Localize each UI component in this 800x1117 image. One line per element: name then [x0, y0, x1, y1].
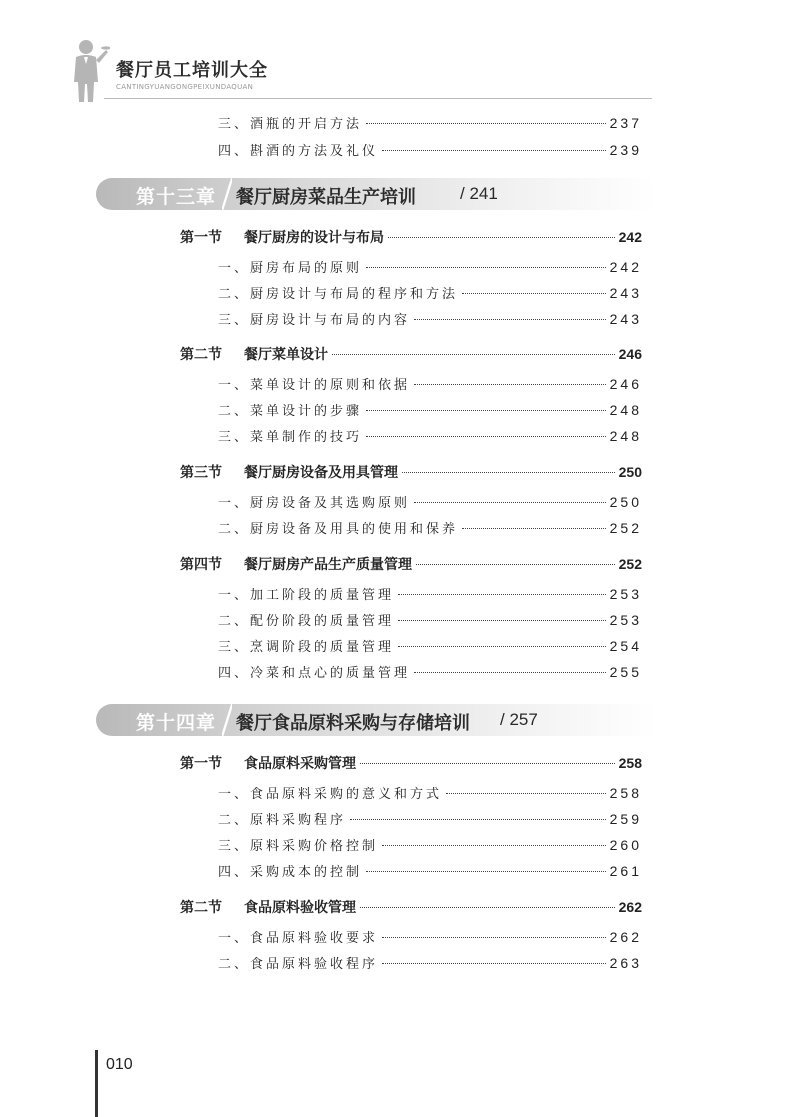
- toc-page: 262: [618, 899, 642, 915]
- dot-leader: [350, 819, 606, 820]
- toc-page: 242: [609, 259, 642, 275]
- toc-page: 254: [609, 638, 642, 654]
- chapter-title: 餐厅厨房菜品生产培训: [236, 187, 416, 208]
- toc-page: 255: [609, 664, 642, 680]
- dot-leader: [462, 293, 606, 294]
- toc-item[interactable]: 二、配份阶段的质量管理 253: [218, 612, 642, 629]
- toc-page: 239: [609, 142, 642, 158]
- dot-leader: [366, 871, 606, 872]
- dot-leader: [398, 594, 606, 595]
- toc-page: 243: [609, 285, 642, 301]
- toc-item[interactable]: 一、食品原料采购的意义和方式 258: [218, 785, 642, 802]
- chapter-14-banner[interactable]: [96, 704, 656, 736]
- dot-leader: [462, 528, 606, 529]
- toc-page: 250: [609, 494, 642, 510]
- dot-leader: [414, 672, 606, 673]
- dot-leader: [398, 646, 606, 647]
- toc-item[interactable]: 四、采购成本的控制 261: [218, 863, 642, 880]
- toc-page: 259: [609, 811, 642, 827]
- dot-leader: [366, 436, 606, 437]
- dot-leader: [414, 384, 606, 385]
- toc-section[interactable]: [180, 344, 642, 364]
- section-number: 第二节: [180, 900, 222, 916]
- toc-section[interactable]: [180, 897, 642, 917]
- waiter-silhouette-icon: [66, 38, 110, 102]
- book-subtitle: CANTINGYUANGONGPEIXUNDAQUAN: [116, 83, 254, 91]
- toc-item[interactable]: 三、烹调阶段的质量管理 254: [218, 638, 642, 655]
- toc-page: 248: [609, 428, 642, 444]
- section-title: 餐厅菜单设计: [244, 347, 328, 363]
- toc-item[interactable]: 一、菜单设计的原则和依据 246: [218, 376, 642, 393]
- toc-item[interactable]: 二、菜单设计的步骤 248: [218, 402, 642, 419]
- section-number: 第一节: [180, 756, 222, 772]
- toc-page: 248: [609, 402, 642, 418]
- dot-leader: [366, 123, 606, 124]
- toc-page: 242: [618, 229, 642, 245]
- toc-page: 261: [609, 863, 642, 879]
- toc-page: 250: [618, 464, 642, 480]
- dot-leader: [402, 472, 615, 473]
- section-title: 餐厅厨房产品生产质量管理: [244, 557, 412, 573]
- book-title: 餐厅员工培训大全: [116, 60, 268, 81]
- toc-item[interactable]: 三、厨房设计与布局的内容 243: [218, 311, 642, 328]
- section-title: 食品原料采购管理: [244, 756, 356, 772]
- dot-leader: [382, 963, 606, 964]
- toc-section[interactable]: [180, 227, 642, 247]
- toc-item[interactable]: 三、原料采购价格控制 260: [218, 837, 642, 854]
- toc-page: 246: [609, 376, 642, 392]
- toc-page: 253: [609, 612, 642, 628]
- chapter-title: 餐厅食品原料采购与存储培训: [236, 713, 470, 734]
- dot-leader: [382, 845, 606, 846]
- chapter-divider: [222, 704, 232, 736]
- toc-page: 260: [609, 837, 642, 853]
- toc-page: 263: [609, 955, 642, 971]
- section-number: 第一节: [180, 230, 222, 246]
- chapter-label: 第十四章: [136, 712, 217, 734]
- chapter-label: 第十三章: [136, 186, 217, 208]
- dot-leader: [382, 150, 606, 151]
- toc-page: 243: [609, 311, 642, 327]
- footer-bar: [95, 1050, 98, 1117]
- dot-leader: [414, 319, 606, 320]
- dot-leader: [366, 267, 606, 268]
- page-number: 010: [106, 1056, 133, 1073]
- dot-leader: [332, 354, 615, 355]
- toc-item[interactable]: 一、厨房布局的原则 242: [218, 259, 642, 276]
- section-title: 食品原料验收管理: [244, 900, 356, 916]
- chapter-page: / 241: [460, 184, 498, 203]
- toc-page: 237: [609, 115, 642, 131]
- toc-page: 262: [609, 929, 642, 945]
- dot-leader: [382, 937, 606, 938]
- dot-leader: [446, 793, 606, 794]
- chapter-page: / 257: [500, 710, 538, 729]
- chapter-divider: [222, 178, 232, 210]
- toc-section[interactable]: [180, 753, 642, 773]
- toc-page: 253: [609, 586, 642, 602]
- toc-page: 246: [618, 346, 642, 362]
- section-number: 第四节: [180, 557, 222, 573]
- dot-leader: [360, 763, 615, 764]
- toc-section[interactable]: [180, 462, 642, 482]
- toc-item[interactable]: 三、酒瓶的开启方法 237: [218, 115, 642, 132]
- section-number: 第三节: [180, 465, 222, 481]
- dot-leader: [388, 237, 615, 238]
- chapter-13-banner[interactable]: [96, 178, 656, 210]
- section-number: 第二节: [180, 347, 222, 363]
- dot-leader: [414, 502, 606, 503]
- toc-item[interactable]: 一、厨房设备及其选购原则 250: [218, 494, 642, 511]
- toc-page: 252: [609, 520, 642, 536]
- toc-item[interactable]: 二、食品原料验收程序 263: [218, 955, 642, 972]
- dot-leader: [416, 564, 615, 565]
- toc-item[interactable]: 一、食品原料验收要求 262: [218, 929, 642, 946]
- section-title: 餐厅厨房设备及用具管理: [244, 465, 398, 481]
- dot-leader: [360, 907, 615, 908]
- dot-leader: [366, 410, 606, 411]
- dot-leader: [398, 620, 606, 621]
- toc-item[interactable]: 二、厨房设备及用具的使用和保养 252: [218, 520, 642, 537]
- toc-item[interactable]: 三、菜单制作的技巧 248: [218, 428, 642, 445]
- toc-item[interactable]: 二、原料采购程序 259: [218, 811, 642, 828]
- toc-page: 258: [609, 785, 642, 801]
- toc-item[interactable]: 四、冷菜和点心的质量管理 255: [218, 664, 642, 681]
- toc-section[interactable]: [180, 554, 642, 574]
- toc-page: 252: [618, 556, 642, 572]
- toc-item[interactable]: 四、斟酒的方法及礼仪 239: [218, 142, 642, 159]
- section-title: 餐厅厨房的设计与布局: [244, 230, 384, 246]
- header-rule: [104, 98, 652, 99]
- toc-page: 258: [618, 755, 642, 771]
- toc-item[interactable]: 一、加工阶段的质量管理 253: [218, 586, 642, 603]
- toc-item[interactable]: 二、厨房设计与布局的程序和方法 243: [218, 285, 642, 302]
